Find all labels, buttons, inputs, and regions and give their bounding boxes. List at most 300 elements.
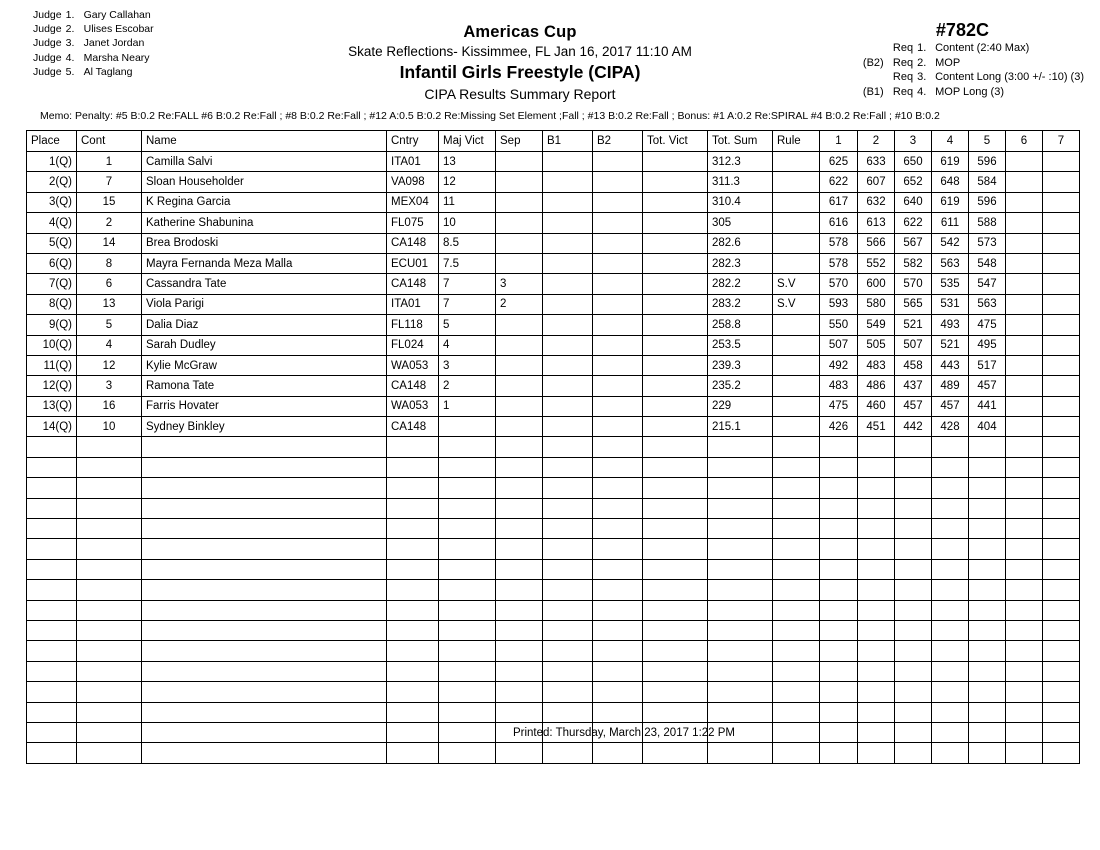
table-body: [27, 152, 1080, 764]
b2-cell: [593, 294, 643, 314]
judge-score-cell: [1043, 376, 1080, 396]
judge-score-cell: 457: [932, 396, 969, 416]
empty-cell: [773, 437, 820, 457]
empty-cell: [1006, 682, 1043, 702]
empty-cell: [708, 661, 773, 681]
empty-cell: [439, 620, 496, 640]
empty-cell: [773, 641, 820, 661]
empty-cell: [708, 682, 773, 702]
empty-cell: [969, 519, 1006, 539]
place-cell: 9(Q): [27, 315, 77, 335]
empty-cell: [1006, 437, 1043, 457]
separation-cell: [496, 315, 543, 335]
empty-cell: [895, 620, 932, 640]
empty-cell: [496, 580, 543, 600]
empty-cell: [708, 437, 773, 457]
judge-score-cell: 442: [895, 417, 932, 437]
total-sum-cell: 215.1: [708, 417, 773, 437]
judge-score-cell: 547: [969, 274, 1006, 294]
requirement-row: [863, 56, 1084, 71]
separation-cell: [496, 213, 543, 233]
empty-cell: [969, 580, 1006, 600]
judge-score-cell: 593: [820, 294, 858, 314]
rule-cell: [773, 335, 820, 355]
judge-score-cell: 600: [858, 274, 895, 294]
empty-cell: [387, 641, 439, 661]
empty-cell: [142, 620, 387, 640]
empty-cell: [439, 743, 496, 763]
judge-score-cell: [1043, 355, 1080, 375]
empty-cell: [1006, 559, 1043, 579]
empty-cell: [77, 519, 142, 539]
empty-cell: [387, 457, 439, 477]
judge-score-cell: 507: [820, 335, 858, 355]
empty-cell: [27, 478, 77, 498]
table-row-empty: [27, 620, 1080, 640]
table-row: [27, 274, 1080, 294]
column-header: Rule: [773, 131, 820, 152]
empty-cell: [820, 661, 858, 681]
requirement-row: [863, 70, 1084, 85]
country-cell: CA148: [387, 417, 439, 437]
empty-cell: [858, 580, 895, 600]
empty-cell: [773, 559, 820, 579]
category-title: Infantil Girls Freestyle (CIPA): [399, 62, 641, 82]
empty-cell: [643, 478, 708, 498]
empty-cell: [593, 641, 643, 661]
b2-cell: [593, 274, 643, 294]
b2-cell: [593, 376, 643, 396]
contestant-cell: 12: [77, 355, 142, 375]
empty-cell: [593, 743, 643, 763]
judge-score-cell: [1006, 376, 1043, 396]
skater-name-cell: Viola Parigi: [142, 294, 387, 314]
judge-score-cell: 607: [858, 172, 895, 192]
country-cell: ITA01: [387, 152, 439, 172]
empty-cell: [439, 498, 496, 518]
judge-score-cell: 622: [820, 172, 858, 192]
empty-cell: [858, 559, 895, 579]
empty-cell: [895, 743, 932, 763]
judge-score-cell: 580: [858, 294, 895, 314]
table-row: [27, 192, 1080, 212]
skater-name-cell: Kylie McGraw: [142, 355, 387, 375]
event-number: #782C: [935, 20, 989, 40]
empty-cell: [77, 620, 142, 640]
contestant-cell: 14: [77, 233, 142, 253]
total-sum-cell: 253.5: [708, 335, 773, 355]
printed-footer: Printed: Thursday, March 23, 2017 1:22 PM: [512, 727, 736, 739]
empty-cell: [820, 702, 858, 722]
b1-cell: [543, 274, 593, 294]
empty-cell: [969, 437, 1006, 457]
empty-cell: [496, 437, 543, 457]
empty-cell: [387, 437, 439, 457]
judge-score-cell: [1043, 172, 1080, 192]
judge-score-cell: 443: [932, 355, 969, 375]
empty-cell: [496, 539, 543, 559]
empty-cell: [387, 498, 439, 518]
empty-cell: [496, 559, 543, 579]
judge-score-cell: 535: [932, 274, 969, 294]
place-cell: 5(Q): [27, 233, 77, 253]
results-table-wrapper: [26, 130, 1075, 764]
empty-cell: [895, 580, 932, 600]
total-sum-cell: 229: [708, 396, 773, 416]
requirement-text: MOP Long (3): [935, 85, 1004, 98]
empty-cell: [858, 519, 895, 539]
contestant-cell: 2: [77, 213, 142, 233]
total-victory-cell: [643, 152, 708, 172]
judge-score-cell: [1043, 396, 1080, 416]
judge-score-cell: [1043, 192, 1080, 212]
judge-score-cell: [1006, 192, 1043, 212]
judge-score-cell: 549: [858, 315, 895, 335]
requirement-text: MOP: [935, 56, 961, 69]
empty-cell: [27, 539, 77, 559]
empty-cell: [77, 437, 142, 457]
judge-score-cell: 542: [932, 233, 969, 253]
column-header: 6: [1006, 131, 1043, 152]
skater-name-cell: Cassandra Tate: [142, 274, 387, 294]
empty-cell: [1043, 539, 1080, 559]
total-sum-cell: 283.2: [708, 294, 773, 314]
empty-cell: [77, 498, 142, 518]
country-cell: ITA01: [387, 294, 439, 314]
judge-score-cell: 578: [820, 253, 858, 273]
b1-cell: [543, 294, 593, 314]
empty-cell: [708, 600, 773, 620]
total-sum-cell: 258.8: [708, 315, 773, 335]
empty-cell: [27, 641, 77, 661]
judge-score-cell: [1006, 233, 1043, 253]
empty-cell: [820, 620, 858, 640]
judge-name: Marsha Neary: [83, 51, 150, 64]
requirement-number: 1.: [917, 42, 927, 54]
place-cell: 2(Q): [27, 172, 77, 192]
empty-cell: [439, 702, 496, 722]
place-cell: 1(Q): [27, 152, 77, 172]
empty-cell: [895, 519, 932, 539]
judge-score-cell: [1006, 274, 1043, 294]
judge-number: 4.: [65, 51, 75, 64]
empty-cell: [932, 498, 969, 518]
empty-cell: [1006, 702, 1043, 722]
empty-cell: [708, 519, 773, 539]
empty-cell: [543, 600, 593, 620]
skater-name-cell: Brea Brodoski: [142, 233, 387, 253]
empty-cell: [969, 641, 1006, 661]
contestant-cell: 6: [77, 274, 142, 294]
empty-cell: [643, 682, 708, 702]
empty-cell: [643, 498, 708, 518]
total-sum-cell: 282.6: [708, 233, 773, 253]
empty-cell: [496, 682, 543, 702]
major-victory-cell: 11: [439, 192, 496, 212]
b2-cell: [593, 315, 643, 335]
b1-cell: [543, 213, 593, 233]
empty-cell: [773, 600, 820, 620]
total-victory-cell: [643, 376, 708, 396]
b2-cell: [593, 172, 643, 192]
empty-cell: [142, 437, 387, 457]
empty-cell: [708, 743, 773, 763]
table-row: [27, 233, 1080, 253]
empty-cell: [858, 498, 895, 518]
empty-cell: [969, 682, 1006, 702]
skater-name-cell: Farris Hovater: [142, 396, 387, 416]
empty-cell: [820, 457, 858, 477]
column-header: 3: [895, 131, 932, 152]
column-header: 5: [969, 131, 1006, 152]
judge-number: 5.: [65, 65, 75, 78]
judge-score-cell: 570: [895, 274, 932, 294]
requirement-number: 4.: [917, 85, 927, 98]
empty-cell: [496, 620, 543, 640]
empty-cell: [932, 559, 969, 579]
major-victory-cell: 4: [439, 335, 496, 355]
empty-cell: [820, 641, 858, 661]
empty-cell: [27, 682, 77, 702]
judge-score-cell: [1043, 274, 1080, 294]
empty-cell: [708, 498, 773, 518]
requirement-text: Content (2:40 Max): [935, 42, 1030, 54]
judge-score-cell: [1006, 396, 1043, 416]
judge-row: [33, 51, 154, 65]
skater-name-cell: Dalia Diaz: [142, 315, 387, 335]
judge-row: [33, 22, 154, 36]
place-cell: 7(Q): [27, 274, 77, 294]
table-row-empty: [27, 498, 1080, 518]
empty-cell: [858, 661, 895, 681]
empty-cell: [496, 457, 543, 477]
major-victory-cell: 12: [439, 172, 496, 192]
empty-cell: [77, 580, 142, 600]
country-cell: FL075: [387, 213, 439, 233]
empty-cell: [387, 519, 439, 539]
title-block: [310, 22, 730, 104]
empty-cell: [858, 682, 895, 702]
empty-cell: [77, 661, 142, 681]
empty-cell: [969, 702, 1006, 722]
rule-cell: [773, 396, 820, 416]
country-cell: CA148: [387, 376, 439, 396]
empty-cell: [773, 661, 820, 681]
table-header-row: [27, 131, 1080, 152]
contestant-cell: 3: [77, 376, 142, 396]
empty-cell: [496, 743, 543, 763]
judge-panel: [33, 8, 154, 79]
judge-score-cell: 619: [932, 152, 969, 172]
empty-cell: [895, 559, 932, 579]
requirements-block: [863, 20, 1084, 99]
rule-cell: [773, 213, 820, 233]
contestant-cell: 4: [77, 335, 142, 355]
empty-cell: [969, 743, 1006, 763]
requirement-number: 3.: [917, 71, 927, 83]
judge-name: Al Taglang: [83, 65, 133, 78]
empty-cell: [969, 559, 1006, 579]
judge-score-cell: 570: [820, 274, 858, 294]
b2-cell: [593, 417, 643, 437]
empty-cell: [895, 600, 932, 620]
empty-cell: [1006, 457, 1043, 477]
table-row-empty: [27, 641, 1080, 661]
separation-cell: [496, 376, 543, 396]
rule-cell: S.V: [773, 294, 820, 314]
judge-score-cell: [1006, 417, 1043, 437]
column-header: 1: [820, 131, 858, 152]
place-cell: 11(Q): [27, 355, 77, 375]
empty-cell: [387, 478, 439, 498]
separation-cell: [496, 152, 543, 172]
separation-cell: 3: [496, 274, 543, 294]
column-header: 2: [858, 131, 895, 152]
empty-cell: [496, 641, 543, 661]
empty-cell: [543, 559, 593, 579]
judge-score-cell: 625: [820, 152, 858, 172]
empty-cell: [387, 600, 439, 620]
empty-cell: [773, 682, 820, 702]
table-row-empty: [27, 580, 1080, 600]
empty-cell: [643, 580, 708, 600]
empty-cell: [895, 478, 932, 498]
judge-score-cell: [1043, 213, 1080, 233]
empty-cell: [1043, 600, 1080, 620]
empty-cell: [543, 539, 593, 559]
empty-cell: [1006, 620, 1043, 640]
empty-cell: [387, 539, 439, 559]
judge-score-cell: 613: [858, 213, 895, 233]
rule-cell: [773, 192, 820, 212]
judge-score-cell: 404: [969, 417, 1006, 437]
column-header: Tot. Sum: [708, 131, 773, 152]
empty-cell: [142, 478, 387, 498]
total-victory-cell: [643, 315, 708, 335]
judge-score-cell: [1043, 294, 1080, 314]
rule-cell: [773, 152, 820, 172]
empty-cell: [27, 559, 77, 579]
judge-row: [33, 65, 154, 79]
empty-cell: [708, 620, 773, 640]
major-victory-cell: 8.5: [439, 233, 496, 253]
separation-cell: [496, 192, 543, 212]
judge-score-cell: 493: [932, 315, 969, 335]
empty-cell: [708, 478, 773, 498]
table-row-empty: [27, 539, 1080, 559]
empty-cell: [543, 743, 593, 763]
rule-cell: [773, 355, 820, 375]
empty-cell: [1043, 702, 1080, 722]
empty-cell: [1006, 641, 1043, 661]
empty-cell: [142, 457, 387, 477]
empty-cell: [439, 580, 496, 600]
b2-cell: [593, 213, 643, 233]
separation-cell: [496, 233, 543, 253]
contestant-cell: 16: [77, 396, 142, 416]
requirement-label: Req: [892, 42, 914, 54]
empty-cell: [543, 641, 593, 661]
table-row: [27, 355, 1080, 375]
empty-cell: [593, 478, 643, 498]
column-header: Tot. Vict: [643, 131, 708, 152]
table-row-empty: [27, 702, 1080, 722]
judge-score-cell: 426: [820, 417, 858, 437]
empty-cell: [858, 702, 895, 722]
empty-cell: [820, 539, 858, 559]
empty-cell: [77, 478, 142, 498]
rule-cell: [773, 376, 820, 396]
empty-cell: [820, 580, 858, 600]
table-row-empty: [27, 457, 1080, 477]
empty-cell: [895, 457, 932, 477]
rule-cell: [773, 315, 820, 335]
separation-cell: [496, 396, 543, 416]
b2-cell: [593, 192, 643, 212]
place-cell: 4(Q): [27, 213, 77, 233]
judge-score-cell: [1006, 335, 1043, 355]
judge-name: Ulises Escobar: [83, 23, 154, 36]
empty-cell: [593, 620, 643, 640]
empty-cell: [1006, 519, 1043, 539]
column-header: Maj Vict: [439, 131, 496, 152]
empty-cell: [643, 519, 708, 539]
country-cell: WA053: [387, 396, 439, 416]
place-cell: 13(Q): [27, 396, 77, 416]
empty-cell: [1006, 539, 1043, 559]
b1-cell: [543, 253, 593, 273]
empty-cell: [773, 498, 820, 518]
empty-cell: [895, 702, 932, 722]
empty-cell: [969, 498, 1006, 518]
empty-cell: [439, 661, 496, 681]
empty-cell: [1043, 661, 1080, 681]
judge-score-cell: 584: [969, 172, 1006, 192]
skater-name-cell: Katherine Shabunina: [142, 213, 387, 233]
judge-score-cell: 652: [895, 172, 932, 192]
column-header: Name: [142, 131, 387, 152]
judge-score-cell: 582: [895, 253, 932, 273]
empty-cell: [439, 457, 496, 477]
judge-score-cell: 650: [895, 152, 932, 172]
judge-score-cell: 548: [969, 253, 1006, 273]
judge-score-cell: 521: [895, 315, 932, 335]
empty-cell: [439, 437, 496, 457]
judge-score-cell: 640: [895, 192, 932, 212]
empty-cell: [932, 682, 969, 702]
empty-cell: [643, 743, 708, 763]
rule-cell: [773, 253, 820, 273]
empty-cell: [27, 600, 77, 620]
empty-cell: [643, 641, 708, 661]
empty-cell: [496, 519, 543, 539]
judge-label: Judge: [33, 65, 62, 78]
table-row: [27, 172, 1080, 192]
column-header: Cntry: [387, 131, 439, 152]
judge-score-cell: [1043, 253, 1080, 273]
empty-cell: [858, 743, 895, 763]
empty-cell: [77, 641, 142, 661]
total-sum-cell: 305: [708, 213, 773, 233]
b1-cell: [543, 192, 593, 212]
judge-score-cell: 531: [932, 294, 969, 314]
judge-score-cell: [1006, 152, 1043, 172]
empty-cell: [1043, 743, 1080, 763]
empty-cell: [969, 457, 1006, 477]
judge-name: Gary Callahan: [83, 9, 151, 21]
empty-cell: [543, 519, 593, 539]
empty-cell: [1043, 682, 1080, 702]
